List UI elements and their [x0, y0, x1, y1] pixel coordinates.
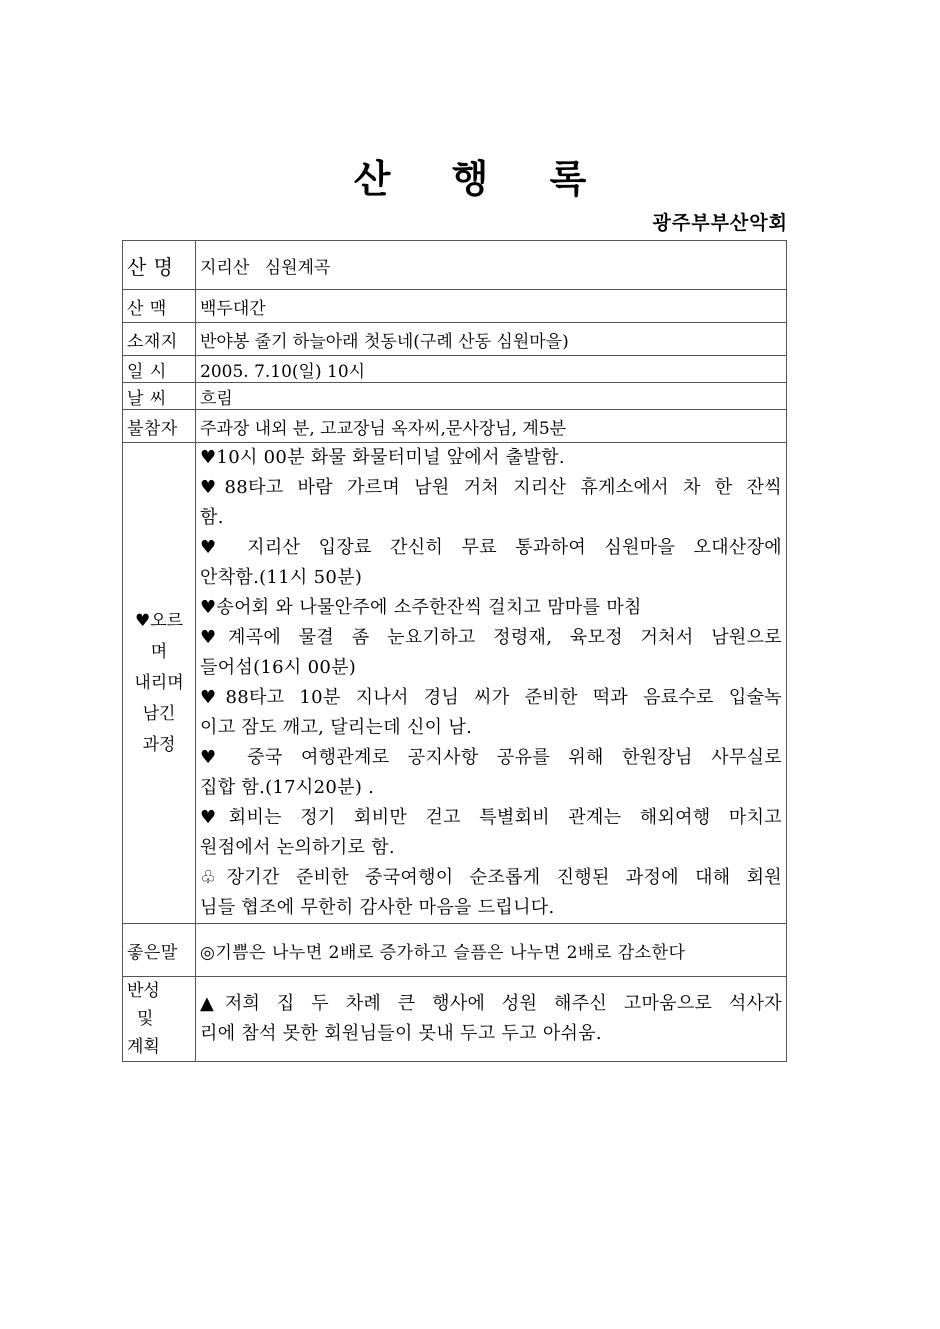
- document-title: 산 행 록: [353, 156, 611, 201]
- process-line: ♥ 중국 여행관계로 공지사항 공유를 위해 한원장님 사무실로: [200, 747, 782, 768]
- process-line: ♥10시 00분 화물 화물터미널 앞에서 출발함.: [200, 447, 565, 468]
- weather-label: 날 씨: [123, 383, 196, 410]
- process-line: ♥ 지리산 입장료 간신히 무료 통과하여 심원마을 오대산장에: [200, 537, 782, 558]
- process-line: ♧장기간 준비한 중국여행이 순조롭게 진행된 과정에 대해 회원: [200, 867, 782, 888]
- good-words-label: 좋은말: [123, 924, 196, 977]
- row-range: [123, 290, 787, 323]
- reflection-content: [196, 977, 787, 1062]
- row-good-words: [123, 924, 787, 977]
- range-label: 산 맥: [123, 290, 196, 323]
- row-reflection: [123, 977, 787, 1062]
- absent-value: 주과장 내외 분, 고교장님 옥자씨,문사장님, 계5분: [196, 410, 787, 443]
- organization-name: 광주부부산악회: [652, 212, 788, 234]
- location-label: 소재지: [123, 323, 196, 356]
- date-label: 일 시: [123, 356, 196, 383]
- row-weather: [123, 383, 787, 410]
- process-line: ♥88타고 10분 지나서 경님 씨가 준비한 떡과 음료수로 입술녹: [200, 687, 782, 708]
- process-label-line: 내리며: [134, 672, 184, 693]
- good-words-value: ◎기쁨은 나누면 2배로 증가하고 슬픔은 나누면 2배로 감소한다: [196, 924, 787, 977]
- weather-value: 흐림: [196, 383, 787, 410]
- process-label: [123, 443, 196, 924]
- process-line: 집합 함.(17시20분) .: [200, 777, 375, 798]
- process-label-line: 남긴: [142, 703, 176, 724]
- location-value: 반야봉 줄기 하늘아래 첫동네(구례 산동 심원마을): [196, 323, 787, 356]
- hiking-log-table: [122, 240, 787, 1062]
- row-process: [123, 443, 787, 924]
- reflection-label: [123, 977, 196, 1062]
- process-line: 함.: [200, 507, 224, 528]
- process-line: ♥계곡에 물결 좀 눈요기하고 정령재, 육모정 거처서 남원으로: [200, 627, 782, 648]
- process-line: 원점에서 논의하기로 함.: [200, 837, 395, 858]
- process-label-line: 과정: [142, 734, 176, 755]
- reflection-label-line: 및: [137, 1009, 154, 1029]
- reflection-label-line: 계획: [127, 1037, 160, 1057]
- mountain-label: 산 명: [123, 241, 196, 290]
- reflection-line: ▲저희 집 두 차례 큰 행사에 성원 해주신 고마움으로 석사자: [200, 993, 782, 1014]
- process-content: [196, 443, 787, 924]
- date-value: 2005. 7.10(일) 10시: [196, 356, 787, 383]
- process-line: 이고 잠도 깨고, 달리는데 신이 남.: [200, 717, 473, 738]
- reflection-line: 리에 참석 못한 회원님들이 못내 두고 두고 아쉬움.: [200, 1023, 602, 1044]
- process-label-line: ♥오르: [134, 610, 184, 631]
- process-line: 님들 협조에 무한히 감사한 마음을 드립니다.: [200, 897, 555, 918]
- mountain-value: 지리산 심원계곡: [196, 241, 787, 290]
- process-line: 안착함.(11시 50분): [200, 567, 363, 588]
- process-line: ♥회비는 정기 회비만 걷고 특별회비 관계는 해외여행 마치고: [200, 807, 782, 828]
- row-mountain: [123, 241, 787, 290]
- reflection-label-line: 반성: [127, 981, 160, 1001]
- row-date: [123, 356, 787, 383]
- process-line: ♥88타고 바람 가르며 남원 거처 지리산 휴게소에서 차 한 잔씩: [200, 477, 782, 498]
- absent-label: 불참자: [123, 410, 196, 443]
- process-label-line: 며: [150, 641, 168, 662]
- process-line: 들어섬(16시 00분): [200, 657, 357, 678]
- range-value: 백두대간: [196, 290, 787, 323]
- process-line: ♥송어회 와 나물안주에 소주한잔씩 걸치고 맘마를 마침: [200, 597, 642, 618]
- row-absent: [123, 410, 787, 443]
- row-location: [123, 323, 787, 356]
